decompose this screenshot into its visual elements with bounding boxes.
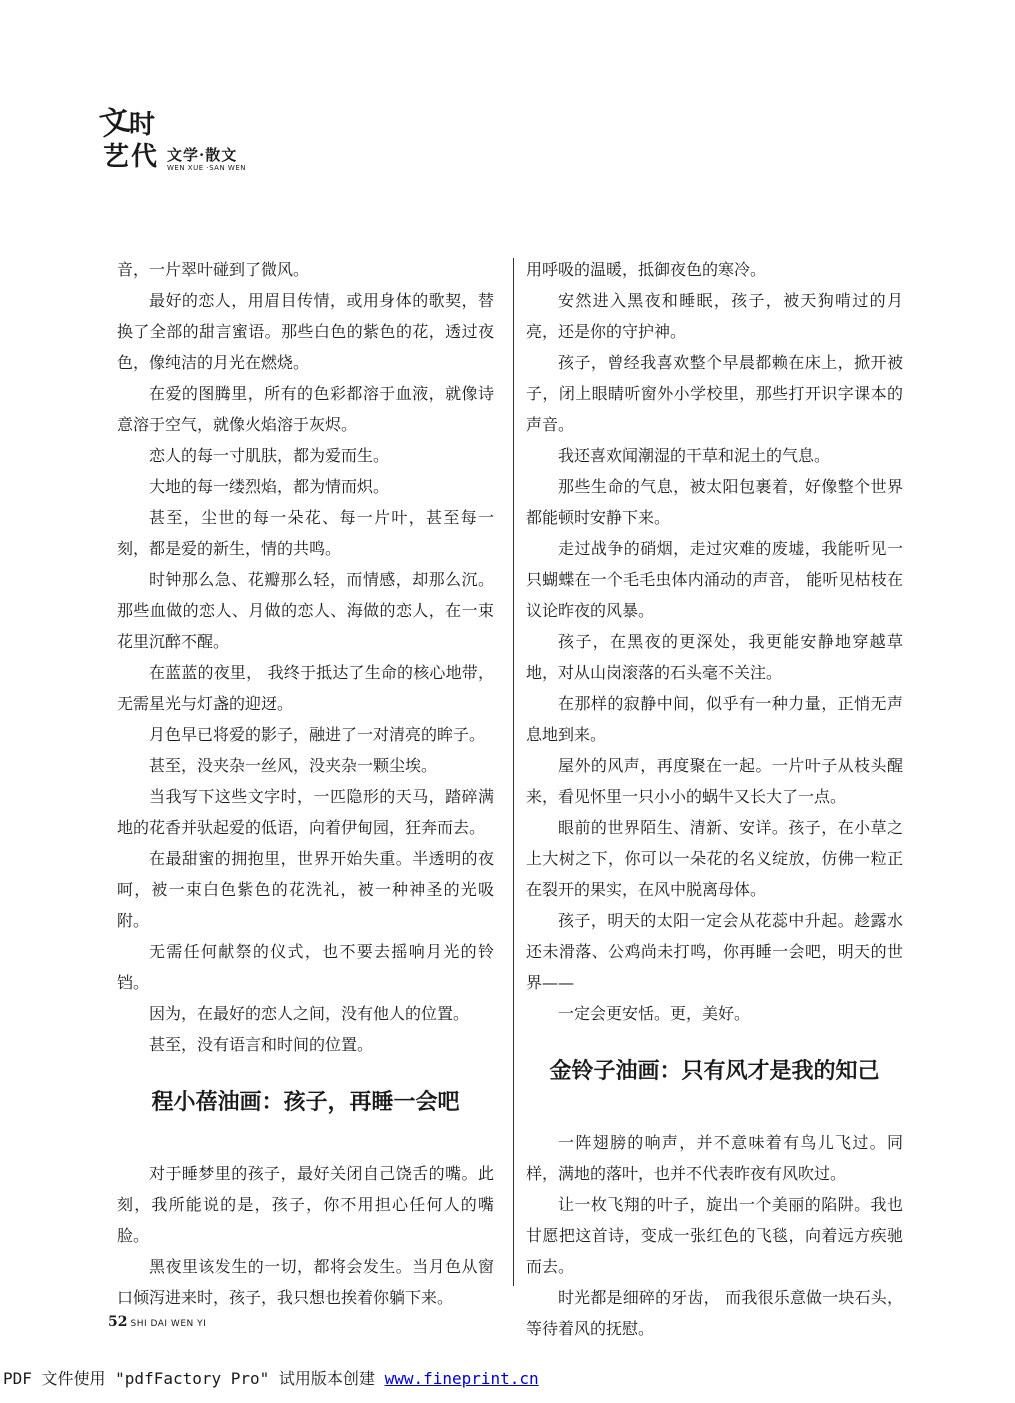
page-footer — [108, 1314, 206, 1330]
paragraph: 用呼吸的温暖，抵御夜色的寒冷。 — [526, 260, 767, 279]
paragraph: 屋外的风声，再度聚在一起。一片叶子从枝头醒来，看见怀里一只小小的蜗牛又长大了一点。 — [526, 756, 903, 806]
logo-char: 时 — [129, 110, 156, 140]
article-heading-right: 金铃子油画：只有风才是我的知己 — [549, 1058, 880, 1084]
logo-char: 代 — [131, 142, 158, 172]
paragraph: 当我写下这些文字时，一匹隐形的天马，踏碎满地的花香并驮起爱的低语，向着伊甸园，狂奔而去。 — [117, 787, 494, 837]
paragraph: 让一枚飞翔的叶子，旋出一个美丽的陷阱。我也甘愿把这首诗，变成一张红色的飞毯，向着远方疾驰而去。 — [526, 1195, 903, 1276]
logo-mark — [96, 102, 159, 174]
left-paragraphs-top — [117, 254, 494, 1060]
journal-name: SHI DAI WEN YI — [130, 1319, 207, 1329]
logo-char: 艺 — [103, 142, 130, 172]
paragraph: 在蓝蓝的夜里， 我终于抵达了生命的核心地带，无需星光与灯盏的迎迓。 — [117, 663, 494, 713]
pdf-note-text: PDF 文件使用 "pdfFactory Pro" 试用版本创建 — [3, 1369, 385, 1388]
paragraph: 音，一片翠叶碰到了微风。 — [117, 260, 310, 279]
paragraph: 安然进入黑夜和睡眠，孩子，被天狗啃过的月亮，还是你的守护神。 — [526, 291, 903, 341]
logo-char: 文 — [96, 102, 134, 143]
paragraph: 孩子，明天的太阳一定会从花蕊中升起。趁露水还未滑落、公鸡尚未打鸣，你再睡一会吧，明天的世界—— — [526, 911, 903, 992]
paragraph: 时钟那么急、花瓣那么轻，而情感，却那么沉。那些血做的恋人、月做的恋人、海做的恋人，在一束花里沉醉不醒。 — [117, 570, 494, 651]
paragraph: 时光都是细碎的牙齿， 而我很乐意做一块石头，等待着风的抚慰。 — [526, 1288, 903, 1338]
paragraph: 那些生命的气息，被太阳包裹着，好像整个世界都能顿时安静下来。 — [526, 477, 903, 527]
paragraph: 在那样的寂静中间，似乎有一种力量，正悄无声息地到来。 — [526, 694, 903, 744]
paragraph: 无需任何献祭的仪式，也不要去摇响月光的铃铛。 — [117, 942, 494, 992]
paragraph: 因为，在最好的恋人之间，没有他人的位置。 — [149, 1004, 470, 1023]
paragraph: 在最甜蜜的拥抱里，世界开始失重。半透明的夜呵，被一束白色紫色的花洗礼，被一种神圣的光吸附。 — [117, 849, 494, 930]
paragraph: 甚至，没夹杂一丝风，没夹杂一颗尘埃。 — [149, 756, 438, 775]
right-paragraphs-bottom — [526, 1127, 903, 1344]
left-column — [117, 254, 494, 1313]
column-divider — [513, 258, 514, 1286]
paragraph: 孩子，曾经我喜欢整个早晨都赖在床上，掀开被子，闭上眼睛听窗外小学校里，那些打开识字课本的声音。 — [526, 353, 903, 434]
right-paragraphs-top — [526, 254, 903, 1029]
paragraph: 甚至，尘世的每一朵花、每一片叶，甚至每一刻，都是爱的新生，情的共鸣。 — [117, 508, 494, 558]
paragraph: 一阵翅膀的响声，并不意味着有鸟儿飞过。同样，满地的落叶，也并不代表昨夜有风吹过。 — [526, 1133, 903, 1183]
paragraph: 恋人的每一寸肌肤，都为爱而生。 — [149, 446, 390, 465]
paragraph: 黑夜里该发生的一切，都将会发生。当月色从窗口倾泻进来时，孩子，我只想也挨着你躺下来。 — [117, 1257, 494, 1307]
paragraph: 对于睡梦里的孩子，最好关闭自己饶舌的嘴。此刻，我所能说的是，孩子，你不用担心任何人的嘴脸。 — [117, 1164, 494, 1245]
paragraph: 一定会更安恬。更，美好。 — [558, 1004, 751, 1023]
paragraph: 甚至，没有语言和时间的位置。 — [149, 1035, 374, 1054]
paragraph: 眼前的世界陌生、清新、安详。孩子，在小草之上大树之下，你可以一朵花的名义绽放，仿佛一粒正在裂开的果实，在风中脱离母体。 — [526, 818, 903, 899]
magazine-logo — [96, 102, 262, 175]
paragraph: 大地的每一缕烈焰，都为情而炽。 — [149, 477, 390, 496]
left-paragraphs-bottom — [117, 1158, 494, 1313]
section-title: 文学·散文 — [167, 146, 238, 164]
pdf-creator-note — [3, 1366, 539, 1389]
fineprint-link[interactable]: www.fineprint.cn — [384, 1369, 539, 1388]
page-number: 52 — [108, 1314, 128, 1330]
paragraph: 在爱的图腾里，所有的色彩都溶于血液，就像诗意溶于空气，就像火焰溶于灰烬。 — [117, 384, 494, 434]
article-heading-left: 程小蓓油画：孩子，再睡一会吧 — [151, 1089, 460, 1115]
paragraph: 走过战争的硝烟，走过灾难的废墟，我能听见一只蝴蝶在一个毛毛虫体内涌动的声音， 能听见枯枝在议论昨夜的风暴。 — [526, 539, 903, 620]
paragraph: 孩子，在黑夜的更深处，我更能安静地穿越草地，对从山岗滚落的石头毫不关注。 — [526, 632, 903, 682]
paragraph: 月色早已将爱的影子，融进了一对清亮的眸子。 — [149, 725, 486, 744]
paragraph: 我还喜欢闻潮湿的干草和泥土的气息。 — [558, 446, 831, 465]
section-subtitle: WEN XUE ·SAN WEN — [167, 164, 247, 172]
paragraph: 最好的恋人，用眉目传情，或用身体的歌契，替换了全部的甜言蜜语。那些白色的紫色的花，透过夜色，像纯洁的月光在燃烧。 — [117, 291, 494, 372]
right-column — [526, 254, 903, 1344]
